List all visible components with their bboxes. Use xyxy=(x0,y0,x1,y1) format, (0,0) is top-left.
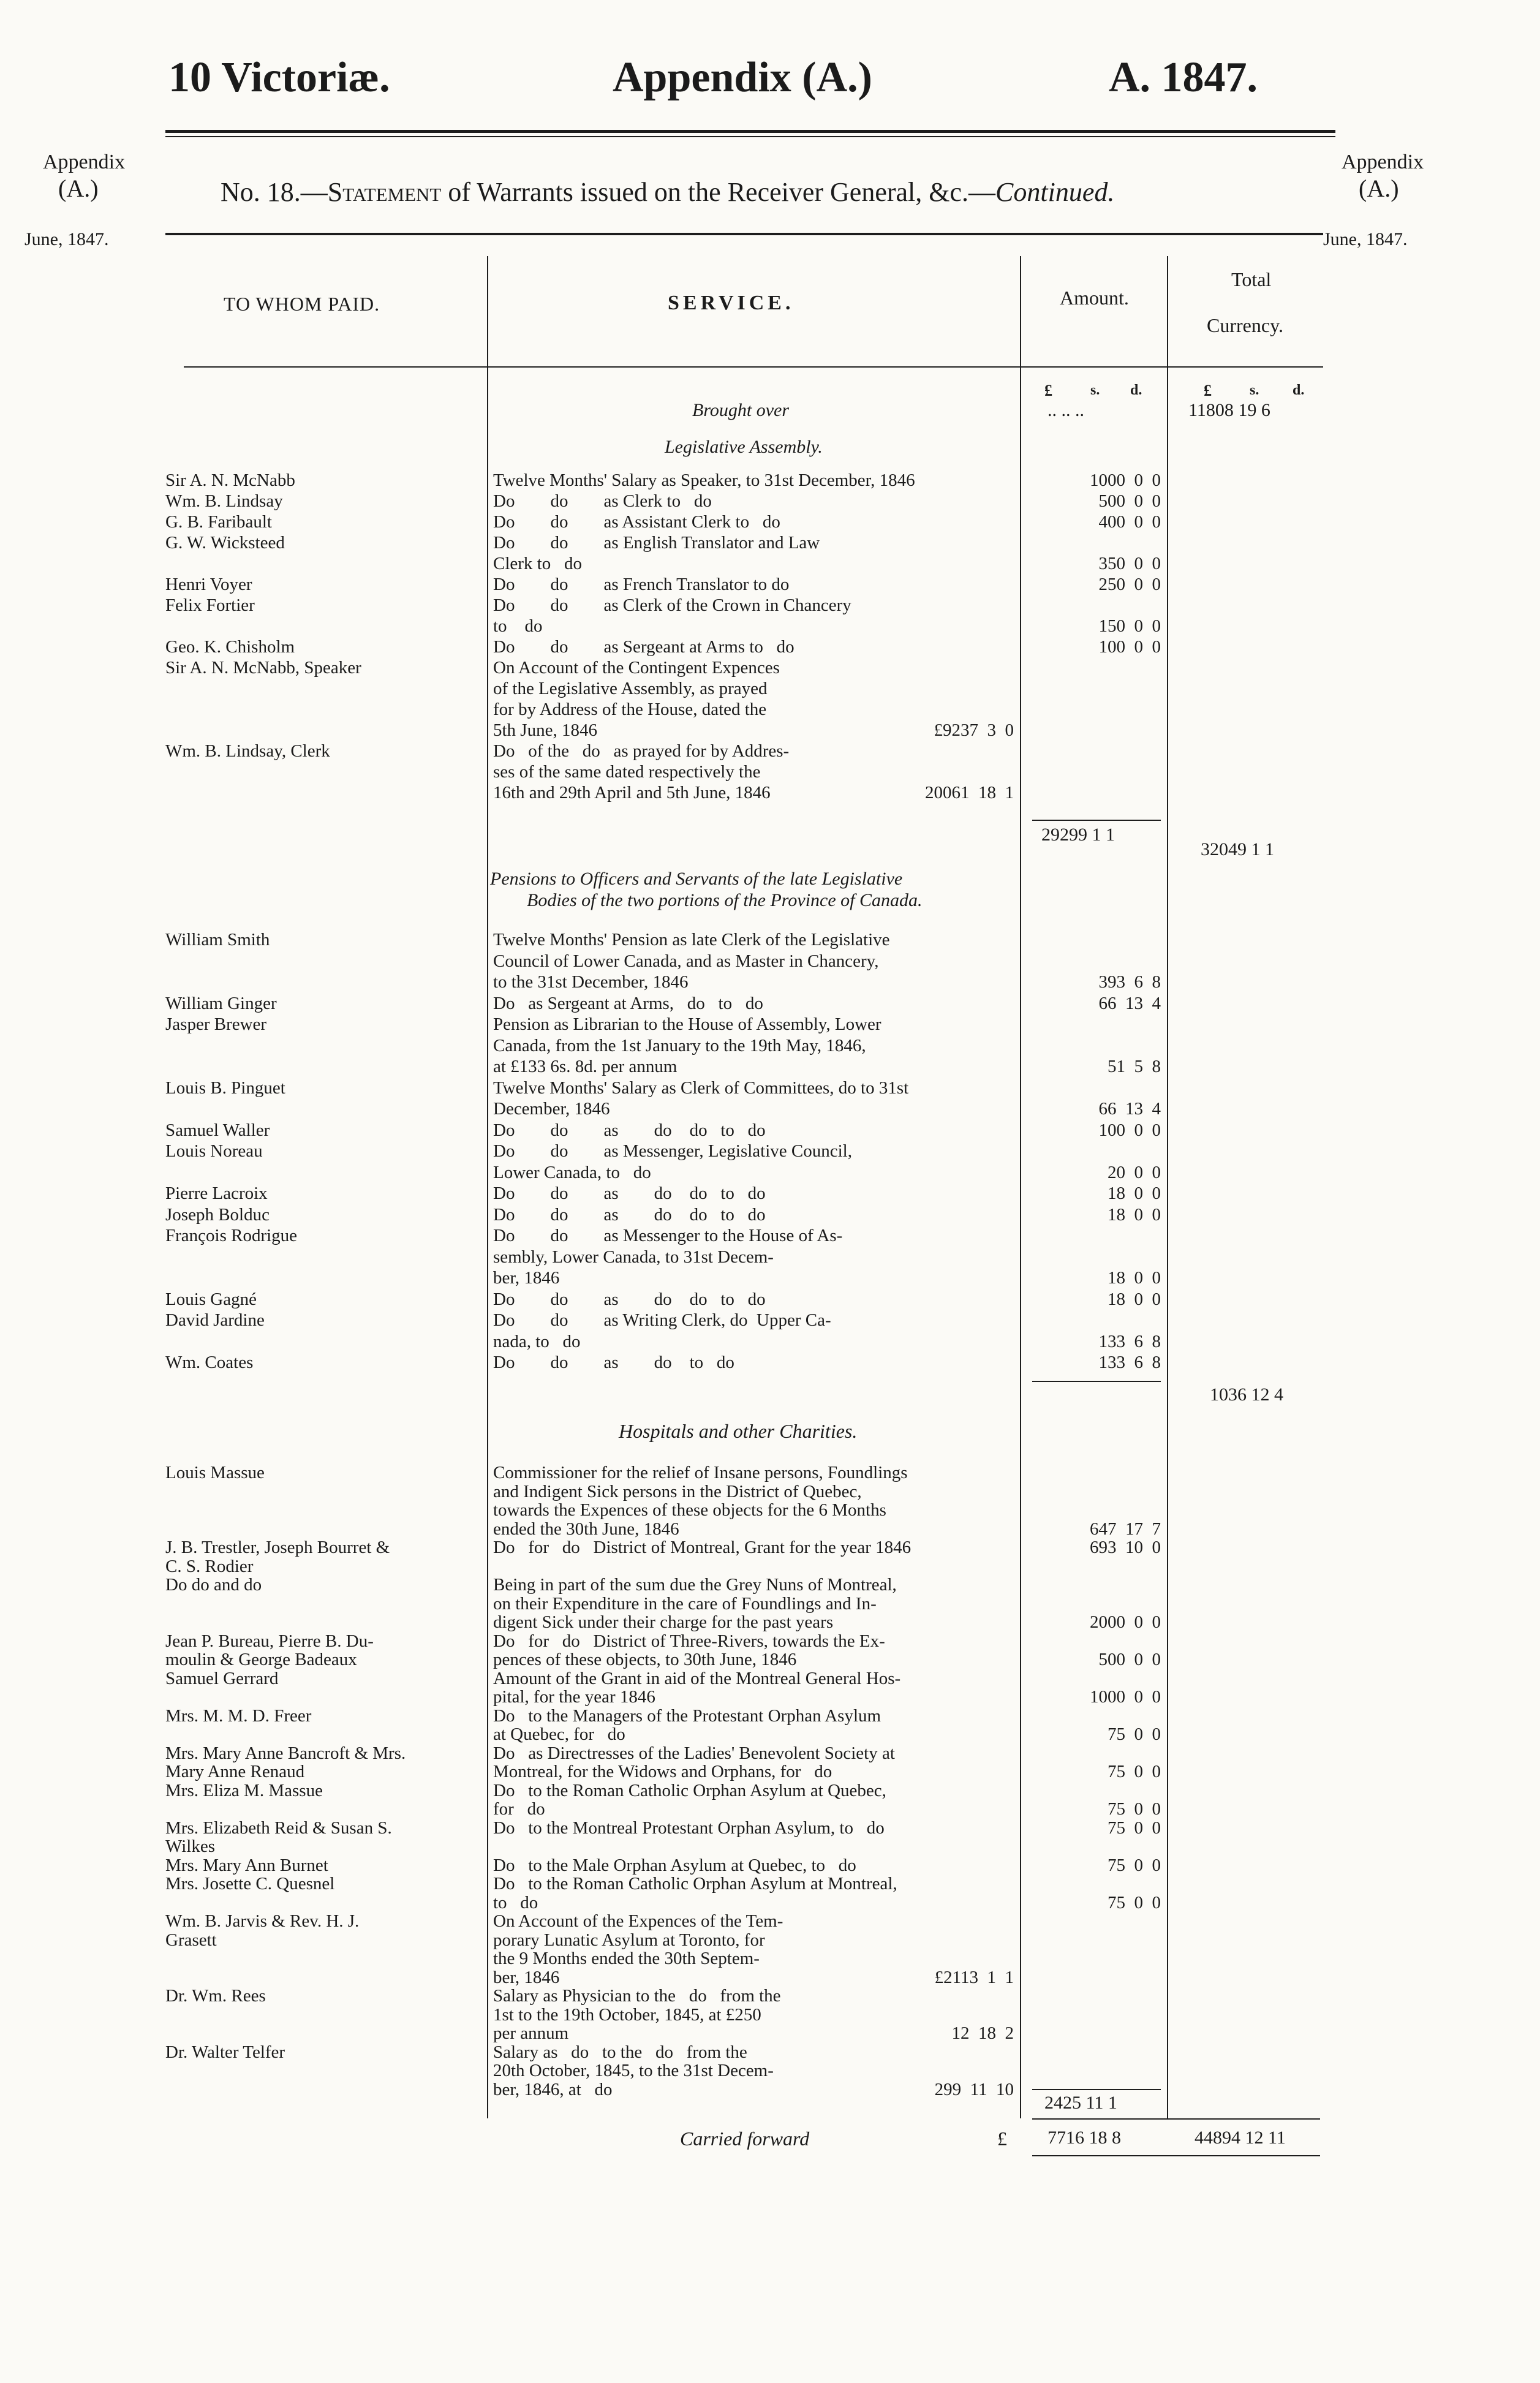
amount-value: 75 0 0 xyxy=(1108,1799,1161,1819)
payee-name: Sir A. N. McNabb xyxy=(165,470,295,490)
service-text: to the 31st December, 1846 xyxy=(493,972,689,992)
payee-name: Samuel Gerrard xyxy=(165,1668,279,1688)
pensions-total: 1036 12 4 xyxy=(1210,1384,1283,1405)
header-session: 10 Victoriæ. xyxy=(168,54,390,101)
service-text: Pension as Librarian to the House of Assembly, Lower xyxy=(493,1014,881,1034)
amount-value: 1000 0 0 xyxy=(1090,1687,1161,1707)
payee-name: Wm. B. Lindsay xyxy=(165,491,283,511)
amount-value: 18 0 0 xyxy=(1108,1204,1161,1225)
payee-name: Louis B. Pinguet xyxy=(165,1078,285,1098)
service-text: Salary as do to the do from the xyxy=(493,2042,747,2062)
service-text: sembly, Lower Canada, to 31st Decem- xyxy=(493,1247,774,1267)
amount-value: 393 6 8 xyxy=(1098,972,1161,992)
service-text: pital, for the year 1846 xyxy=(493,1687,655,1707)
header-year: A. 1847. xyxy=(1109,54,1258,101)
sub-amount: 299 11 10 xyxy=(934,2079,1014,2099)
payee-name: Pierre Lacroix xyxy=(165,1184,268,1203)
carried-bottom-rule xyxy=(1032,2155,1320,2156)
service-text: Do to the Roman Catholic Orphan Asylum at Montreal, xyxy=(493,1874,897,1894)
service-text: On Account of the Expences of the Tem- xyxy=(493,1911,783,1931)
amount-value: 500 0 0 xyxy=(1098,491,1161,511)
service-text: On Account of the Contingent Expences xyxy=(493,658,780,678)
amount-value: 647 17 7 xyxy=(1090,1519,1161,1539)
service-text: the 9 Months ended the 30th Septem- xyxy=(493,1949,760,1968)
section-hospitals: Hospitals and other Charities. xyxy=(619,1420,858,1442)
service-text: ses of the same dated respectively the xyxy=(493,762,761,782)
payee-name: William Smith xyxy=(165,930,270,950)
amount-value: 75 0 0 xyxy=(1108,1892,1161,1913)
payee-name: Joseph Bolduc xyxy=(165,1204,270,1225)
carried-top-rule xyxy=(1032,2118,1320,2120)
amount-value: 100 0 0 xyxy=(1098,637,1161,657)
service-text: Montreal, for the Widows and Orphans, for do xyxy=(493,1762,832,1781)
section-pensions-line2: Bodies of the two portions of the Province of Canada. xyxy=(527,890,923,910)
col-amount: Amount. xyxy=(1060,287,1129,309)
col-total: Total xyxy=(1231,268,1272,290)
service-text: and Indigent Sick persons in the District of Quebec, xyxy=(493,1481,862,1501)
unit-pence: d. xyxy=(1130,382,1142,398)
payee-name: William Ginger xyxy=(165,993,277,1013)
service-text: ber, 1846 xyxy=(493,1268,560,1288)
sub-amount: 12 18 2 xyxy=(951,2023,1014,2043)
service-text: Do as Directresses of the Ladies' Benevolent Society at xyxy=(493,1743,895,1763)
amount-value: 1000 0 0 xyxy=(1090,470,1161,490)
sub-amount: £2113 1 1 xyxy=(934,1967,1014,1987)
payee-name: moulin & George Badeaux xyxy=(165,1650,357,1669)
section-legislative-assembly: Legislative Assembly. xyxy=(665,437,823,457)
side-code-right: (A.) xyxy=(1359,175,1399,202)
payee-name: Mary Anne Renaud xyxy=(165,1762,305,1781)
pensions-sub-rule xyxy=(1032,1381,1161,1382)
section-pensions-line1: Pensions to Officers and Servants of the late Legislative xyxy=(490,869,903,889)
amount-value: 51 5 8 xyxy=(1108,1057,1161,1076)
header-rule xyxy=(165,130,1335,133)
header-rule-thin xyxy=(165,136,1335,137)
title-rule xyxy=(165,233,1323,235)
title-rest: of Warrants issued on the Receiver General, &c.— xyxy=(441,177,996,207)
service-text: Do do as Messenger to the House of As- xyxy=(493,1226,843,1245)
payee-name: Henri Voyer xyxy=(165,575,252,594)
col-sep-3 xyxy=(1167,256,1168,2118)
payee-name: Mrs. Eliza M. Massue xyxy=(165,1780,323,1800)
carried-forward-label: Carried forward xyxy=(680,2128,810,2150)
unit-pence-total: d. xyxy=(1293,382,1305,398)
title-statement: Statement xyxy=(327,177,442,207)
payee-name: David Jardine xyxy=(165,1310,265,1330)
brought-over-amount: .. .. .. xyxy=(1047,400,1084,420)
col-sep-2 xyxy=(1020,256,1021,2118)
amount-value: 18 0 0 xyxy=(1108,1268,1161,1288)
payee-name: Mrs. Mary Ann Burnet xyxy=(165,1855,328,1875)
legislative-sub-rule xyxy=(1032,820,1161,821)
service-text: Do do as French Translator to do xyxy=(493,575,790,594)
amount-value: 150 0 0 xyxy=(1098,616,1161,636)
payee-name: Mrs. M. M. D. Freer xyxy=(165,1705,312,1726)
service-text: Do do as do do to do xyxy=(493,1120,766,1140)
service-text: to do xyxy=(493,616,543,636)
amount-value: 693 10 0 xyxy=(1090,1538,1161,1557)
amount-value: 500 0 0 xyxy=(1098,1650,1161,1669)
payee-name: Samuel Waller xyxy=(165,1120,270,1140)
service-text: Do do as Clerk of the Crown in Chancery xyxy=(493,595,851,615)
statement-title xyxy=(221,179,1114,206)
brought-over-label: Brought over xyxy=(692,400,790,420)
payee-name: François Rodrigue xyxy=(165,1226,298,1245)
amount-value: 75 0 0 xyxy=(1108,1762,1161,1781)
col-to-whom: TO WHOM PAID. xyxy=(224,293,380,315)
brought-over-total: 11808 19 6 xyxy=(1188,400,1270,420)
amount-value: 250 0 0 xyxy=(1098,575,1161,594)
sub-amount: 20061 18 1 xyxy=(925,783,1014,803)
service-text: Clerk to do xyxy=(493,554,582,573)
service-text: Salary as Physician to the do from the xyxy=(493,1986,781,2006)
amount-value: 100 0 0 xyxy=(1098,1120,1161,1140)
hospitals-sub-rule xyxy=(1032,2089,1161,2090)
service-text: ber, 1846, at do xyxy=(493,2079,613,2099)
side-date-left: June, 1847. xyxy=(25,229,109,249)
payee-name: Louis Noreau xyxy=(165,1141,263,1161)
legislative-total: 32049 1 1 xyxy=(1201,839,1274,859)
service-text: Do as Sergeant at Arms, do to do xyxy=(493,993,763,1013)
amount-value: 18 0 0 xyxy=(1108,1289,1161,1309)
service-text: Do for do District of Montreal, Grant for the year 1846 xyxy=(493,1538,912,1557)
payee-name: Sir A. N. McNabb, Speaker xyxy=(165,658,361,678)
service-text: at £133 6s. 8d. per annum xyxy=(493,1057,678,1076)
side-code-left: (A.) xyxy=(58,175,99,202)
service-text: for do xyxy=(493,1799,545,1819)
amount-value: 133 6 8 xyxy=(1098,1331,1161,1351)
amount-value: 75 0 0 xyxy=(1108,1855,1161,1875)
payee-name: Louis Massue xyxy=(165,1463,265,1482)
amount-value: 20 0 0 xyxy=(1108,1162,1161,1182)
amount-value: 2000 0 0 xyxy=(1090,1612,1161,1632)
amount-value: 75 0 0 xyxy=(1108,1818,1161,1838)
amount-value: 133 6 8 xyxy=(1098,1353,1161,1372)
service-text: pences of these objects, to 30th June, 1846 xyxy=(493,1650,797,1669)
unit-shillings-total: s. xyxy=(1250,382,1259,398)
service-text: towards the Expences of these objects for the 6 Months xyxy=(493,1500,886,1520)
payee-name: Felix Fortier xyxy=(165,595,255,615)
payee-name: Wm. B. Jarvis & Rev. H. J. xyxy=(165,1911,360,1931)
service-text: ended the 30th June, 1846 xyxy=(493,1519,679,1539)
carried-forward-amount: 7716 18 8 xyxy=(1047,2128,1121,2148)
service-text: on their Expenditure in the care of Foundlings and In- xyxy=(493,1593,877,1614)
service-text: Do do as Assistant Clerk to do xyxy=(493,512,780,532)
col-sep-1 xyxy=(487,256,488,2118)
payee-name: Dr. Wm. Rees xyxy=(165,1986,266,2006)
service-text: Do to the Male Orphan Asylum at Quebec, to do xyxy=(493,1855,856,1875)
amount-value: 350 0 0 xyxy=(1098,554,1161,573)
amount-value: 400 0 0 xyxy=(1098,512,1161,532)
service-text: of the Legislative Assembly, as prayed xyxy=(493,679,768,698)
service-text: Do do as do do to do xyxy=(493,1184,766,1203)
payee-name: Wilkes xyxy=(165,1837,215,1856)
service-text: digent Sick under their charge for the past years xyxy=(493,1612,834,1632)
service-text: Do do as do to do xyxy=(493,1353,734,1372)
hospitals-sum: 2425 11 1 xyxy=(1044,2093,1117,2113)
col-currency: Currency. xyxy=(1207,314,1283,336)
payee-name: G. W. Wicksteed xyxy=(165,533,285,553)
title-continued: Continued. xyxy=(995,177,1115,207)
col-service: SERVICE. xyxy=(668,292,795,314)
payee-name: Mrs. Elizabeth Reid & Susan S. xyxy=(165,1818,392,1838)
payee-name: Mrs. Mary Anne Bancroft & Mrs. xyxy=(165,1743,406,1763)
service-text: 5th June, 1846 xyxy=(493,720,597,740)
title-number: No. 18.— xyxy=(221,177,328,207)
service-text: Lower Canada, to do xyxy=(493,1162,651,1182)
service-text: Do do as Writing Clerk, do Upper Ca- xyxy=(493,1310,831,1330)
service-text: Do to the Managers of the Protestant Orphan Asylum xyxy=(493,1705,881,1726)
service-text: Canada, from the 1st January to the 19th May, 1846, xyxy=(493,1035,866,1056)
service-text: Do do as Messenger, Legislative Council, xyxy=(493,1141,852,1161)
service-text: Do to the Roman Catholic Orphan Asylum at Quebec, xyxy=(493,1780,886,1800)
service-text: Amount of the Grant in aid of the Montreal General Hos- xyxy=(493,1668,901,1688)
service-text: Being in part of the sum due the Grey Nuns of Montreal, xyxy=(493,1575,897,1595)
unit-pounds: £ xyxy=(1044,382,1052,399)
service-text: Do do as do do to do xyxy=(493,1289,766,1309)
carried-forward-pound: £ xyxy=(997,2128,1007,2150)
service-text: 20th October, 1845, to the 31st Decem- xyxy=(493,2061,774,2080)
sub-amount: £9237 3 0 xyxy=(934,720,1014,740)
service-text: Twelve Months' Pension as late Clerk of the Legislative xyxy=(493,930,890,950)
service-text: for by Address of the House, dated the xyxy=(493,700,767,719)
payee-name: Dr. Walter Telfer xyxy=(165,2042,285,2062)
payee-name: Grasett xyxy=(165,1930,217,1950)
service-text: Do of the do as prayed for by Addres- xyxy=(493,741,790,761)
service-text: nada, to do xyxy=(493,1331,581,1351)
payee-name: Jean P. Bureau, Pierre B. Du- xyxy=(165,1631,374,1651)
amount-value: 75 0 0 xyxy=(1108,1724,1161,1744)
service-text: per annum xyxy=(493,2023,569,2043)
service-text: Do do as do do to do xyxy=(493,1204,766,1225)
service-text: Do do as Sergeant at Arms to do xyxy=(493,637,795,657)
side-appendix-right: Appendix xyxy=(1342,151,1424,173)
payee-name: Wm. B. Lindsay, Clerk xyxy=(165,741,330,761)
unit-pounds-total: £ xyxy=(1204,382,1212,399)
legislative-sum: 29299 1 1 xyxy=(1041,825,1115,845)
payee-name: G. B. Faribault xyxy=(165,512,272,532)
amount-value: 18 0 0 xyxy=(1108,1184,1161,1203)
service-text: December, 1846 xyxy=(493,1099,610,1119)
service-text: Do do as Clerk to do xyxy=(493,491,712,511)
amount-value: 66 13 4 xyxy=(1098,1099,1161,1119)
payee-name: C. S. Rodier xyxy=(165,1556,254,1576)
service-text: Twelve Months' Salary as Clerk of Committees, do to 31st xyxy=(493,1078,909,1098)
carried-forward-total: 44894 12 11 xyxy=(1195,2128,1286,2148)
payee-name: J. B. Trestler, Joseph Bourret & xyxy=(165,1538,390,1557)
side-date-right: June, 1847. xyxy=(1323,229,1408,249)
service-text: Twelve Months' Salary as Speaker, to 31st December, 1846 xyxy=(493,470,915,490)
payee-name: Jasper Brewer xyxy=(165,1014,267,1034)
amount-value: 66 13 4 xyxy=(1098,993,1161,1013)
payee-name: Geo. K. Chisholm xyxy=(165,637,295,657)
payee-name: Louis Gagné xyxy=(165,1289,257,1309)
service-text: Do do as English Translator and Law xyxy=(493,533,820,553)
payee-name: Do do and do xyxy=(165,1575,262,1595)
service-text: 1st to the 19th October, 1845, at £250 xyxy=(493,2004,761,2025)
service-text: at Quebec, for do xyxy=(493,1724,625,1744)
service-text: Commissioner for the relief of Insane persons, Foundlings xyxy=(493,1463,908,1482)
header-appendix: Appendix (A.) xyxy=(613,54,872,101)
service-text: Do to the Montreal Protestant Orphan Asylum, to do xyxy=(493,1818,885,1838)
service-text: 16th and 29th April and 5th June, 1846 xyxy=(493,783,771,803)
service-text: porary Lunatic Asylum at Toronto, for xyxy=(493,1930,765,1950)
service-text: to do xyxy=(493,1892,538,1913)
payee-name: Mrs. Josette C. Quesnel xyxy=(165,1874,335,1894)
service-text: Council of Lower Canada, and as Master in Chancery, xyxy=(493,951,879,971)
service-text: ber, 1846 xyxy=(493,1967,560,1987)
service-text: Do for do District of Three-Rivers, towards the Ex- xyxy=(493,1631,885,1651)
header-bottom-rule xyxy=(184,366,1323,368)
payee-name: Wm. Coates xyxy=(165,1353,254,1372)
unit-shillings: s. xyxy=(1090,382,1100,398)
side-appendix-left: Appendix xyxy=(43,151,126,173)
